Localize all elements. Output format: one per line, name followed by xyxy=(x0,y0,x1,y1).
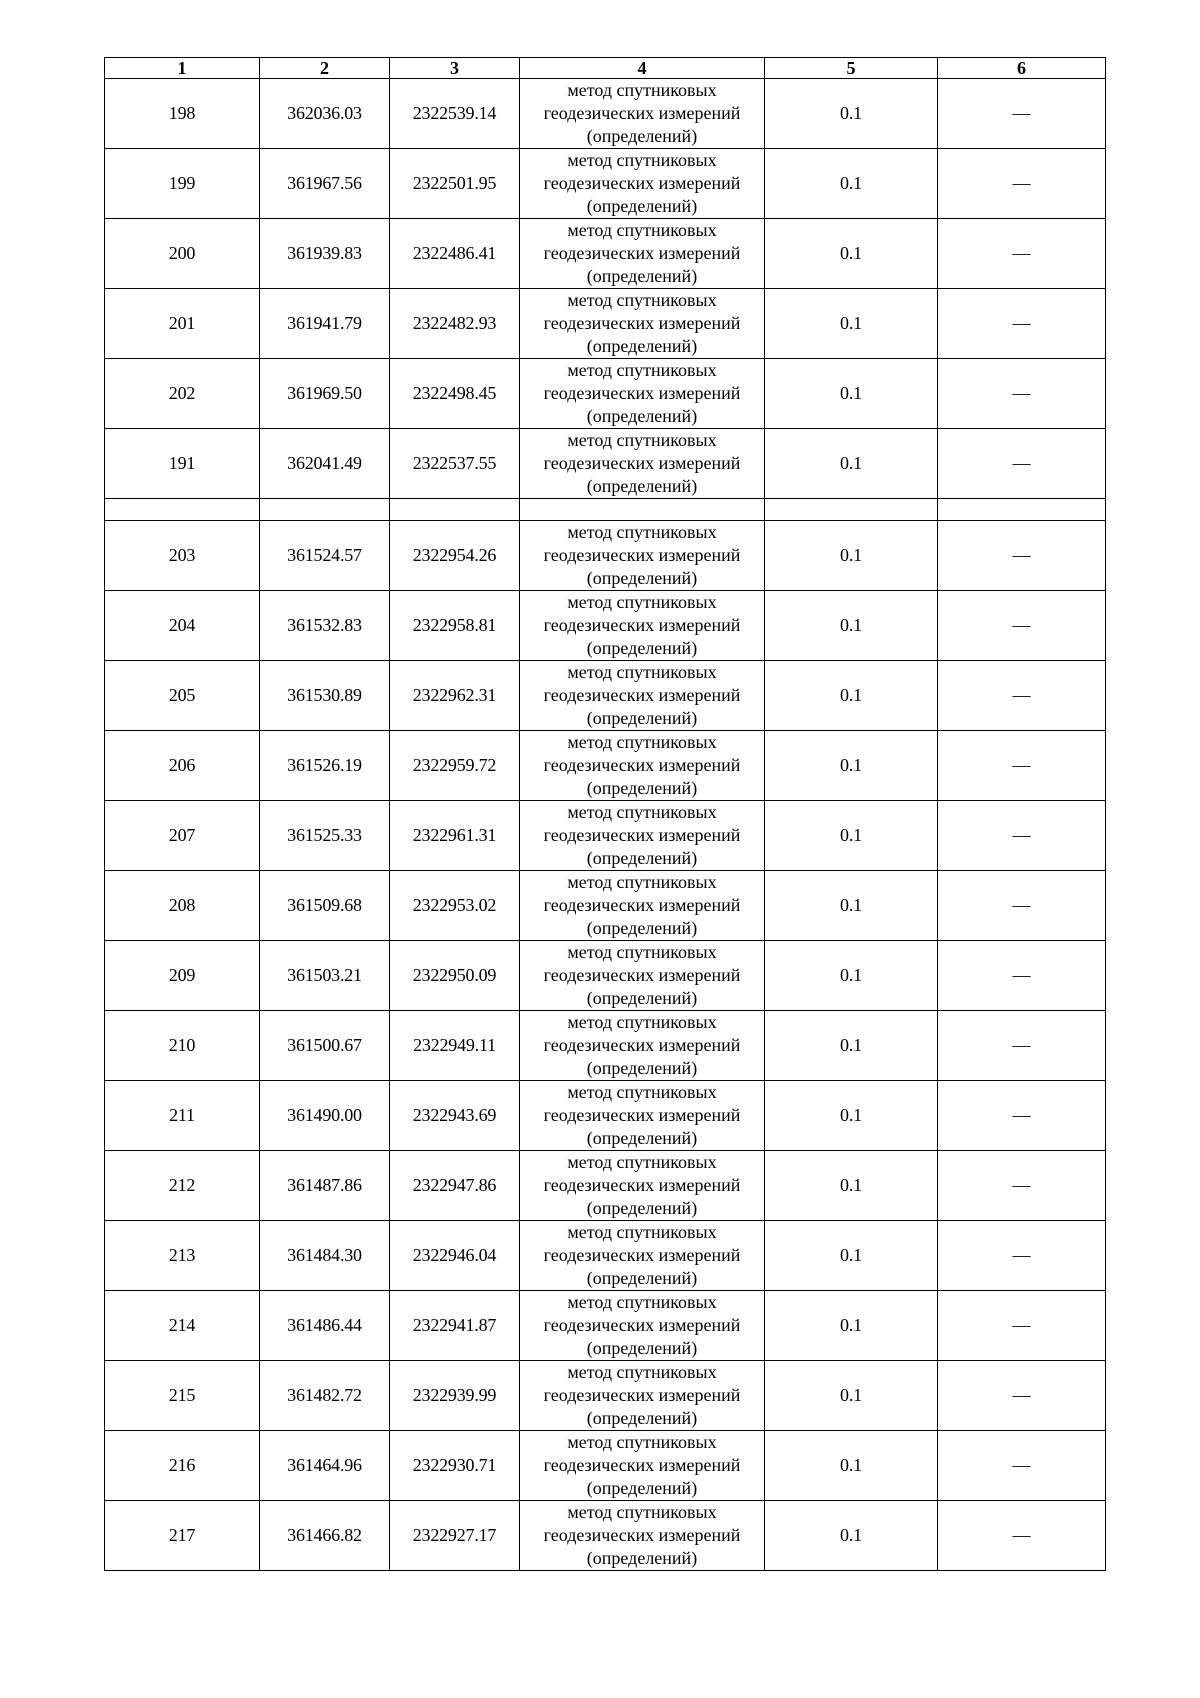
accuracy-cell: 0.1 xyxy=(765,1221,938,1291)
x-coordinate-cell: 361969.50 xyxy=(260,359,390,429)
empty-cell xyxy=(260,499,390,521)
x-coordinate-cell: 361525.33 xyxy=(260,801,390,871)
x-coordinate-cell: 362041.49 xyxy=(260,429,390,499)
table-row xyxy=(105,591,1106,661)
point-number-cell: 191 xyxy=(105,429,260,499)
description-cell: — xyxy=(938,1081,1106,1151)
description-cell: — xyxy=(938,801,1106,871)
accuracy-cell: 0.1 xyxy=(765,219,938,289)
point-number-cell: 210 xyxy=(105,1011,260,1081)
column-header-6: 6 xyxy=(938,58,1106,79)
x-coordinate-cell: 361466.82 xyxy=(260,1501,390,1571)
column-header-4: 4 xyxy=(520,58,765,79)
empty-cell xyxy=(390,499,520,521)
point-number-cell: 213 xyxy=(105,1221,260,1291)
method-cell: метод спутниковых геодезических измерений (определений) xyxy=(520,79,765,149)
description-cell: — xyxy=(938,1291,1106,1361)
point-number-cell: 215 xyxy=(105,1361,260,1431)
table-header xyxy=(105,58,1106,79)
point-number-cell: 216 xyxy=(105,1431,260,1501)
table-row xyxy=(105,1501,1106,1571)
y-coordinate-cell: 2322498.45 xyxy=(390,359,520,429)
point-number-cell: 204 xyxy=(105,591,260,661)
description-cell: — xyxy=(938,941,1106,1011)
description-cell: — xyxy=(938,1011,1106,1081)
table-row xyxy=(105,801,1106,871)
method-cell: метод спутниковых геодезических измерений (определений) xyxy=(520,1291,765,1361)
accuracy-cell: 0.1 xyxy=(765,1361,938,1431)
column-header-2: 2 xyxy=(260,58,390,79)
accuracy-cell: 0.1 xyxy=(765,79,938,149)
y-coordinate-cell: 2322537.55 xyxy=(390,429,520,499)
description-cell: — xyxy=(938,1151,1106,1221)
accuracy-cell: 0.1 xyxy=(765,871,938,941)
x-coordinate-cell: 361484.30 xyxy=(260,1221,390,1291)
point-number-cell: 200 xyxy=(105,219,260,289)
table-row xyxy=(105,149,1106,219)
y-coordinate-cell: 2322953.02 xyxy=(390,871,520,941)
x-coordinate-cell: 361509.68 xyxy=(260,871,390,941)
method-cell: метод спутниковых геодезических измерений (определений) xyxy=(520,871,765,941)
y-coordinate-cell: 2322946.04 xyxy=(390,1221,520,1291)
point-number-cell: 198 xyxy=(105,79,260,149)
description-cell: — xyxy=(938,731,1106,801)
accuracy-cell: 0.1 xyxy=(765,1291,938,1361)
table-spacer xyxy=(105,499,1106,521)
accuracy-cell: 0.1 xyxy=(765,1501,938,1571)
point-number-cell: 203 xyxy=(105,521,260,591)
point-number-cell: 206 xyxy=(105,731,260,801)
description-cell: — xyxy=(938,1501,1106,1571)
y-coordinate-cell: 2322941.87 xyxy=(390,1291,520,1361)
table-row xyxy=(105,1291,1106,1361)
description-cell: — xyxy=(938,79,1106,149)
x-coordinate-cell: 361941.79 xyxy=(260,289,390,359)
table-row xyxy=(105,731,1106,801)
empty-cell xyxy=(520,499,765,521)
table-row xyxy=(105,1151,1106,1221)
accuracy-cell: 0.1 xyxy=(765,1431,938,1501)
point-number-cell: 214 xyxy=(105,1291,260,1361)
y-coordinate-cell: 2322930.71 xyxy=(390,1431,520,1501)
y-coordinate-cell: 2322959.72 xyxy=(390,731,520,801)
table-row xyxy=(105,1361,1106,1431)
method-cell: метод спутниковых геодезических измерений (определений) xyxy=(520,1361,765,1431)
x-coordinate-cell: 361967.56 xyxy=(260,149,390,219)
x-coordinate-cell: 361482.72 xyxy=(260,1361,390,1431)
y-coordinate-cell: 2322501.95 xyxy=(390,149,520,219)
x-coordinate-cell: 361532.83 xyxy=(260,591,390,661)
method-cell: метод спутниковых геодезических измерений (определений) xyxy=(520,591,765,661)
method-cell: метод спутниковых геодезических измерений (определений) xyxy=(520,801,765,871)
method-cell: метод спутниковых геодезических измерений (определений) xyxy=(520,1221,765,1291)
description-cell: — xyxy=(938,1361,1106,1431)
description-cell: — xyxy=(938,289,1106,359)
y-coordinate-cell: 2322947.86 xyxy=(390,1151,520,1221)
x-coordinate-cell: 362036.03 xyxy=(260,79,390,149)
column-header-3: 3 xyxy=(390,58,520,79)
table-row xyxy=(105,1081,1106,1151)
method-cell: метод спутниковых геодезических измерений (определений) xyxy=(520,1081,765,1151)
table-row xyxy=(105,219,1106,289)
accuracy-cell: 0.1 xyxy=(765,429,938,499)
point-number-cell: 202 xyxy=(105,359,260,429)
coordinates-table xyxy=(104,57,1106,1571)
accuracy-cell: 0.1 xyxy=(765,801,938,871)
method-cell: метод спутниковых геодезических измерений (определений) xyxy=(520,661,765,731)
accuracy-cell: 0.1 xyxy=(765,521,938,591)
y-coordinate-cell: 2322958.81 xyxy=(390,591,520,661)
point-number-cell: 201 xyxy=(105,289,260,359)
accuracy-cell: 0.1 xyxy=(765,941,938,1011)
table-row xyxy=(105,941,1106,1011)
description-cell: — xyxy=(938,429,1106,499)
point-number-cell: 217 xyxy=(105,1501,260,1571)
x-coordinate-cell: 361490.00 xyxy=(260,1081,390,1151)
x-coordinate-cell: 361486.44 xyxy=(260,1291,390,1361)
table-row xyxy=(105,429,1106,499)
column-header-1: 1 xyxy=(105,58,260,79)
spacer-row xyxy=(105,499,1106,521)
table-row xyxy=(105,289,1106,359)
description-cell: — xyxy=(938,521,1106,591)
accuracy-cell: 0.1 xyxy=(765,1081,938,1151)
y-coordinate-cell: 2322962.31 xyxy=(390,661,520,731)
x-coordinate-cell: 361939.83 xyxy=(260,219,390,289)
y-coordinate-cell: 2322943.69 xyxy=(390,1081,520,1151)
description-cell: — xyxy=(938,591,1106,661)
description-cell: — xyxy=(938,359,1106,429)
x-coordinate-cell: 361464.96 xyxy=(260,1431,390,1501)
method-cell: метод спутниковых геодезических измерений (определений) xyxy=(520,219,765,289)
empty-cell xyxy=(938,499,1106,521)
point-number-cell: 211 xyxy=(105,1081,260,1151)
point-number-cell: 199 xyxy=(105,149,260,219)
x-coordinate-cell: 361530.89 xyxy=(260,661,390,731)
accuracy-cell: 0.1 xyxy=(765,661,938,731)
point-number-cell: 209 xyxy=(105,941,260,1011)
y-coordinate-cell: 2322950.09 xyxy=(390,941,520,1011)
method-cell: метод спутниковых геодезических измерений (определений) xyxy=(520,941,765,1011)
method-cell: метод спутниковых геодезических измерений (определений) xyxy=(520,1011,765,1081)
table-body-group-a xyxy=(105,79,1106,499)
table-row xyxy=(105,1431,1106,1501)
method-cell: метод спутниковых геодезических измерений (определений) xyxy=(520,1501,765,1571)
description-cell: — xyxy=(938,661,1106,731)
x-coordinate-cell: 361524.57 xyxy=(260,521,390,591)
y-coordinate-cell: 2322927.17 xyxy=(390,1501,520,1571)
description-cell: — xyxy=(938,1431,1106,1501)
accuracy-cell: 0.1 xyxy=(765,731,938,801)
method-cell: метод спутниковых геодезических измерений (определений) xyxy=(520,149,765,219)
table-row xyxy=(105,359,1106,429)
point-number-cell: 205 xyxy=(105,661,260,731)
point-number-cell: 207 xyxy=(105,801,260,871)
y-coordinate-cell: 2322949.11 xyxy=(390,1011,520,1081)
description-cell: — xyxy=(938,219,1106,289)
accuracy-cell: 0.1 xyxy=(765,1011,938,1081)
method-cell: метод спутниковых геодезических измерений (определений) xyxy=(520,429,765,499)
description-cell: — xyxy=(938,149,1106,219)
y-coordinate-cell: 2322954.26 xyxy=(390,521,520,591)
table-row xyxy=(105,1011,1106,1081)
accuracy-cell: 0.1 xyxy=(765,359,938,429)
x-coordinate-cell: 361526.19 xyxy=(260,731,390,801)
x-coordinate-cell: 361503.21 xyxy=(260,941,390,1011)
table-row xyxy=(105,1221,1106,1291)
y-coordinate-cell: 2322939.99 xyxy=(390,1361,520,1431)
table-row xyxy=(105,79,1106,149)
method-cell: метод спутниковых геодезических измерений (определений) xyxy=(520,521,765,591)
method-cell: метод спутниковых геодезических измерений (определений) xyxy=(520,359,765,429)
point-number-cell: 208 xyxy=(105,871,260,941)
x-coordinate-cell: 361500.67 xyxy=(260,1011,390,1081)
method-cell: метод спутниковых геодезических измерений (определений) xyxy=(520,1151,765,1221)
point-number-cell: 212 xyxy=(105,1151,260,1221)
method-cell: метод спутниковых геодезических измерений (определений) xyxy=(520,731,765,801)
table-row xyxy=(105,661,1106,731)
description-cell: — xyxy=(938,871,1106,941)
accuracy-cell: 0.1 xyxy=(765,289,938,359)
y-coordinate-cell: 2322486.41 xyxy=(390,219,520,289)
column-header-5: 5 xyxy=(765,58,938,79)
table-row xyxy=(105,521,1106,591)
empty-cell xyxy=(765,499,938,521)
table-row xyxy=(105,871,1106,941)
y-coordinate-cell: 2322539.14 xyxy=(390,79,520,149)
empty-cell xyxy=(105,499,260,521)
accuracy-cell: 0.1 xyxy=(765,149,938,219)
accuracy-cell: 0.1 xyxy=(765,1151,938,1221)
method-cell: метод спутниковых геодезических измерений (определений) xyxy=(520,1431,765,1501)
header-row xyxy=(105,58,1106,79)
y-coordinate-cell: 2322961.31 xyxy=(390,801,520,871)
method-cell: метод спутниковых геодезических измерений (определений) xyxy=(520,289,765,359)
table-body-group-b xyxy=(105,521,1106,1571)
y-coordinate-cell: 2322482.93 xyxy=(390,289,520,359)
description-cell: — xyxy=(938,1221,1106,1291)
x-coordinate-cell: 361487.86 xyxy=(260,1151,390,1221)
accuracy-cell: 0.1 xyxy=(765,591,938,661)
